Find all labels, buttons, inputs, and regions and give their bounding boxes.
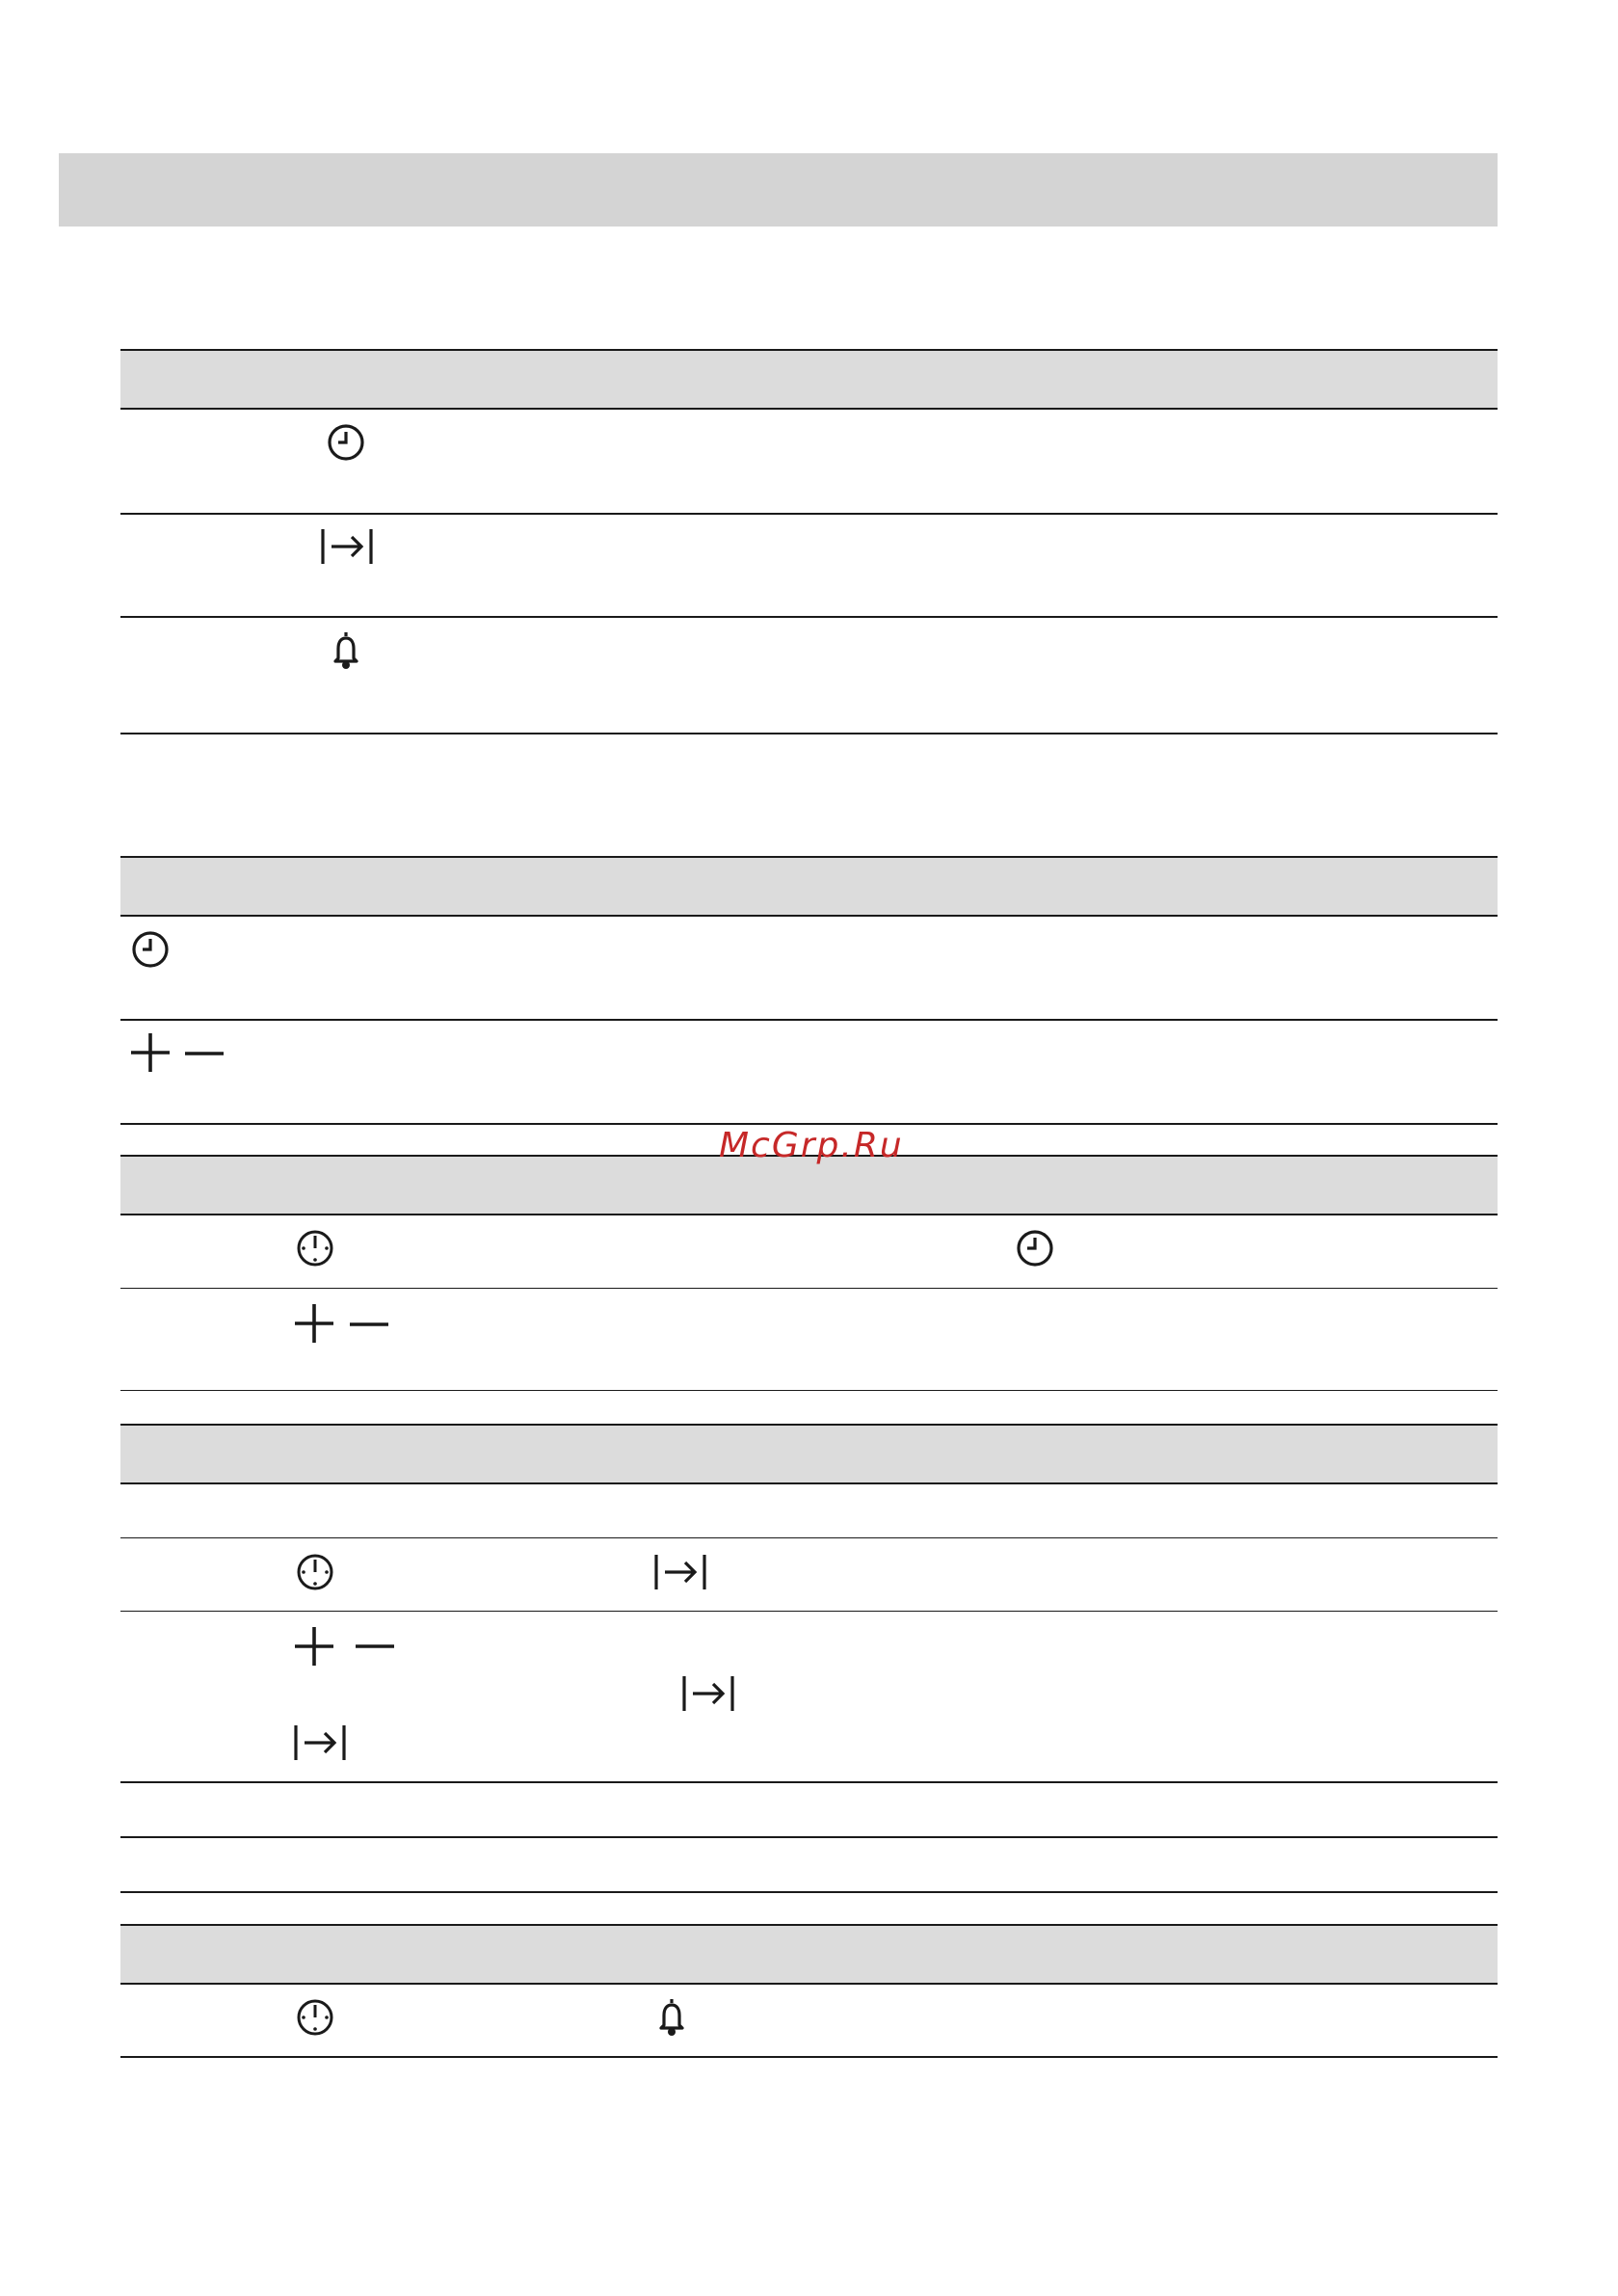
table1-bottom-rule (120, 733, 1498, 734)
timer-icon (295, 1997, 335, 2038)
plus-icon (129, 1031, 172, 1074)
end-time-icon (320, 525, 374, 568)
table3-bottom-rule (120, 1390, 1498, 1391)
table5-header-row (120, 1926, 1498, 1983)
table2-bottom-rule (120, 1123, 1498, 1125)
table5-header-rule (120, 1983, 1498, 1985)
table4-row-rule (120, 1611, 1498, 1612)
end-time-icon (653, 1551, 707, 1593)
table3-header-rule (120, 1214, 1498, 1215)
table1-header-row (120, 351, 1498, 408)
plus-icon (293, 1625, 335, 1668)
clock-icon (130, 929, 171, 970)
watermark-text: McGrp.Ru (719, 1126, 904, 1165)
end-time-icon (293, 1722, 347, 1764)
table3-row-rule (120, 1288, 1498, 1289)
clock-icon (1015, 1228, 1055, 1268)
bell-icon (653, 1996, 690, 2039)
table1-row-rule (120, 616, 1498, 618)
table2-header-row (120, 858, 1498, 915)
timer-icon (295, 1552, 335, 1592)
plus-icon (293, 1302, 335, 1345)
table5-bottom-rule (120, 2056, 1498, 2058)
table4-header-row (120, 1426, 1498, 1482)
section-title-band (59, 153, 1498, 227)
table4-row-rule (120, 1781, 1498, 1783)
minus-icon (183, 1051, 225, 1056)
timer-icon (295, 1228, 335, 1268)
table4-header-rule (120, 1482, 1498, 1484)
minus-icon (354, 1643, 396, 1649)
table1-row-rule (120, 513, 1498, 515)
table4-bottom-rule (120, 1891, 1498, 1893)
bell-icon (328, 629, 364, 672)
table4-row-rule (120, 1836, 1498, 1838)
minus-icon (348, 1322, 390, 1327)
table2-row-rule (120, 1019, 1498, 1021)
table1-header-rule (120, 408, 1498, 410)
end-time-icon (681, 1672, 735, 1715)
table4-row-rule (120, 1537, 1498, 1538)
table2-header-rule (120, 915, 1498, 917)
clock-icon (326, 422, 366, 463)
